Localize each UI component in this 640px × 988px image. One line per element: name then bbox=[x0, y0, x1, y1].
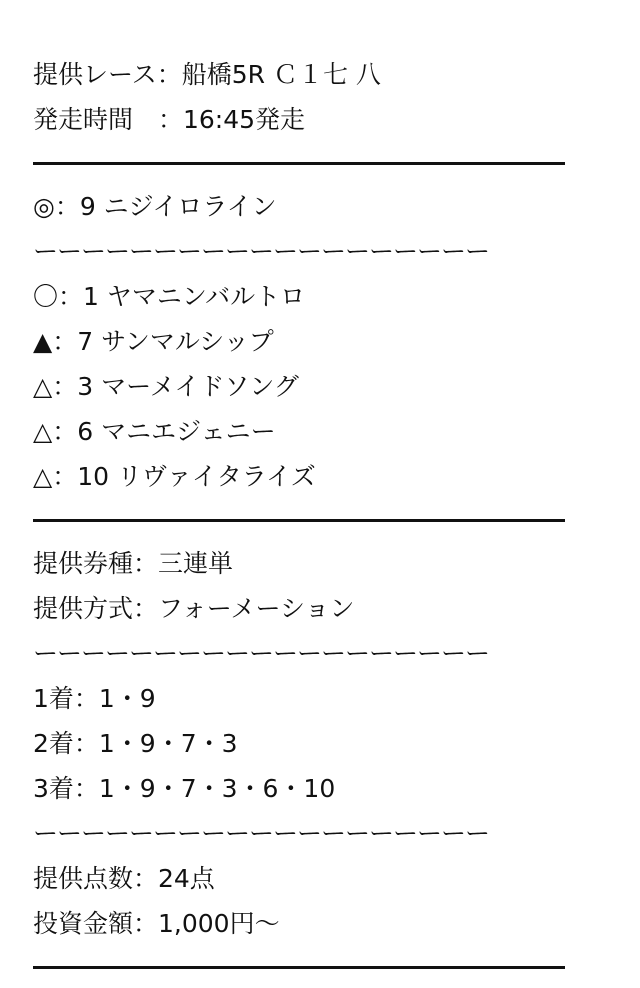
ticket-type: 提供券種：三連単 bbox=[33, 549, 234, 578]
divider-dashed: ーーーーーーーーーーーーーーーーーーー bbox=[33, 237, 490, 266]
bet-points: 提供点数：24点 bbox=[33, 864, 215, 893]
divider-thick bbox=[33, 519, 565, 522]
pick-renka-1: △：3 マーメイドソング bbox=[33, 372, 299, 401]
formation-third: 3着：1・9・7・3・6・10 bbox=[33, 774, 336, 803]
pick-taikou: 〇：1 ヤマニンバルトロ bbox=[33, 282, 306, 311]
pick-renka-3: △：10 リヴァイタライズ bbox=[33, 462, 316, 491]
divider-dashed: ーーーーーーーーーーーーーーーーーーー bbox=[33, 639, 490, 668]
ticket-method: 提供方式：フォーメーション bbox=[33, 594, 355, 623]
pick-renka-2: △：6 マニエジェニー bbox=[33, 417, 276, 446]
pick-tanana: ▲：7 サンマルシップ bbox=[33, 327, 274, 356]
divider-thick bbox=[33, 162, 565, 165]
provided-race: 提供レース：船橋5R Ｃ１七 八 bbox=[33, 60, 381, 89]
formation-second: 2着：1・9・7・3 bbox=[33, 729, 238, 758]
divider-thick bbox=[33, 966, 565, 969]
divider-dashed: ーーーーーーーーーーーーーーーーーーー bbox=[33, 819, 490, 848]
honmei-pick: ◎：9 ニジイロライン bbox=[33, 192, 277, 221]
formation-first: 1着：1・9 bbox=[33, 684, 156, 713]
race-prediction-card bbox=[33, 52, 565, 988]
bet-amount: 投資金額：1,000円〜 bbox=[33, 909, 280, 938]
start-time: 発走時間 ：16:45発走 bbox=[33, 105, 306, 134]
